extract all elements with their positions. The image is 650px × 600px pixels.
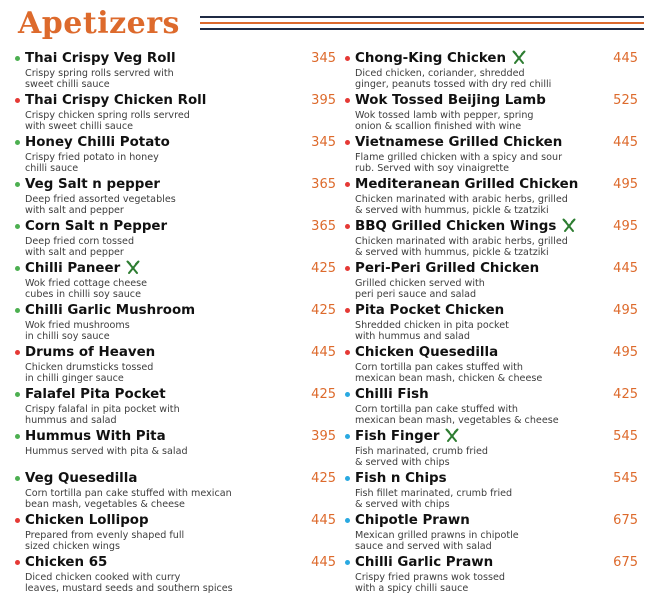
menu-item-header bbox=[344, 134, 638, 151]
menu-item-price: 495 bbox=[613, 345, 638, 360]
menu-item-header bbox=[14, 302, 336, 319]
menu-item-price: 445 bbox=[613, 135, 638, 150]
menu-item-description-line-2: leaves, mustard seeds and southern spices bbox=[25, 583, 233, 594]
non-veg-dot-icon bbox=[345, 182, 350, 187]
menu-item-name-text: Mediteranean Grilled Chicken bbox=[355, 177, 579, 192]
menu-item-description-line-1: Deep fried corn tossed bbox=[25, 236, 135, 247]
menu-item bbox=[344, 512, 638, 554]
menu-item-header bbox=[344, 470, 638, 487]
seafood-dot-icon bbox=[345, 476, 350, 481]
menu-item-name-text: Chicken Quesedilla bbox=[355, 345, 499, 360]
menu-item-description-line-2: & served with hummus, pickle & tzatziki bbox=[355, 205, 549, 216]
menu-item-name-text: Pita Pocket Chicken bbox=[355, 303, 505, 318]
menu-item-name-text: Thai Crispy Veg Roll bbox=[25, 51, 176, 66]
menu-item-description-line-2: sauce and served with salad bbox=[355, 541, 492, 552]
menu-item-header bbox=[344, 50, 638, 67]
menu-item-description-line-1: Crispy spring rolls servred with bbox=[25, 68, 174, 79]
menu-item-price: 445 bbox=[613, 261, 638, 276]
menu-item-name-text: Chilli Paneer bbox=[25, 261, 121, 276]
menu-item-price: 425 bbox=[311, 471, 336, 486]
menu-item-header bbox=[344, 344, 638, 361]
seafood-dot-icon bbox=[345, 560, 350, 565]
menu-item-description-line-2: in chilli ginger sauce bbox=[25, 373, 124, 384]
menu-item-price: 425 bbox=[613, 387, 638, 402]
menu-item-header bbox=[344, 512, 638, 529]
menu-item-description-line-2: ginger, peanuts tossed with dry red chilli bbox=[355, 79, 552, 90]
menu-item-price: 445 bbox=[311, 345, 336, 360]
menu-item-name bbox=[355, 428, 460, 445]
menu-item-name-text: Veg Salt n pepper bbox=[25, 177, 161, 192]
menu-item-description-line-1: Shredded chicken in pita pocket bbox=[355, 320, 509, 331]
menu-item-header bbox=[344, 92, 638, 109]
menu-item-description-line-2: chilli sauce bbox=[25, 163, 79, 174]
non-veg-dot-icon bbox=[345, 98, 350, 103]
menu-item-header bbox=[344, 302, 638, 319]
menu-item-name-text: Chong-King Chicken bbox=[355, 51, 507, 66]
menu-item-description-line-1: Corn tortilla pan cakes stuffed with bbox=[355, 362, 523, 373]
menu-item-description-line-2: & served with hummus, pickle & tzatziki bbox=[355, 247, 549, 258]
menu-item-header bbox=[14, 512, 336, 529]
menu-item-header bbox=[14, 92, 336, 109]
header-rule-top bbox=[200, 16, 644, 18]
menu-item bbox=[344, 470, 638, 512]
menu-item-description-line-2: peri peri sauce and salad bbox=[355, 289, 477, 300]
menu-item-description-line-2: with salt and pepper bbox=[25, 247, 124, 258]
menu-item bbox=[14, 470, 336, 512]
non-veg-dot-icon bbox=[345, 350, 350, 355]
menu-item-name bbox=[25, 134, 170, 151]
veg-dot-icon bbox=[15, 392, 20, 397]
section-title: Apetizers bbox=[18, 6, 180, 41]
menu-item-price: 445 bbox=[311, 513, 336, 528]
menu-item-price: 495 bbox=[613, 219, 638, 234]
menu-item-name bbox=[355, 218, 577, 235]
menu-item-name-text: Chilli Garlic Prawn bbox=[355, 555, 494, 570]
menu-item-description-line-1: Diced chicken cooked with curry bbox=[25, 572, 181, 583]
menu-item-description-line-1: Mexican grilled prawns in chipotle bbox=[355, 530, 519, 541]
menu-item bbox=[344, 554, 638, 596]
non-veg-dot-icon bbox=[345, 56, 350, 61]
non-veg-dot-icon bbox=[15, 560, 20, 565]
menu-item bbox=[344, 260, 638, 302]
menu-item bbox=[344, 134, 638, 176]
menu-item-name-text: Fish Finger bbox=[355, 429, 440, 444]
menu-item-description-line-1: Chicken drumsticks tossed bbox=[25, 362, 154, 373]
menu-item-price: 545 bbox=[613, 429, 638, 444]
menu-item-name bbox=[355, 176, 578, 193]
menu-item-name-text: Chipotle Prawn bbox=[355, 513, 470, 528]
menu-item-header bbox=[344, 428, 638, 445]
menu-item-name-text: Veg Quesedilla bbox=[25, 471, 138, 486]
menu-header bbox=[0, 0, 650, 44]
menu-item-name-text: Chicken 65 bbox=[25, 555, 108, 570]
menu-item-header bbox=[14, 554, 336, 571]
veg-dot-icon bbox=[15, 434, 20, 439]
menu-item-header bbox=[14, 218, 336, 235]
veg-dot-icon bbox=[15, 224, 20, 229]
menu-item bbox=[14, 512, 336, 554]
header-rule-middle bbox=[200, 22, 644, 24]
menu-item-header bbox=[14, 344, 336, 361]
menu-item-name-text: BBQ Grilled Chicken Wings bbox=[355, 219, 557, 234]
menu-item-description-line-2: hummus and salad bbox=[25, 415, 117, 426]
menu-item-description-line-2: mexican bean mash, chicken & cheese bbox=[355, 373, 543, 384]
menu-item-name bbox=[355, 50, 527, 67]
menu-item-name bbox=[355, 134, 562, 151]
menu-item-name bbox=[355, 302, 504, 319]
menu-item bbox=[344, 176, 638, 218]
menu-item-price: 495 bbox=[613, 303, 638, 318]
menu-item-description-line-1: Wok tossed lamb with pepper, spring bbox=[355, 110, 534, 121]
menu-item-name-text: Vietnamese Grilled Chicken bbox=[355, 135, 563, 150]
menu-item-name-text: Chilli Fish bbox=[355, 387, 429, 402]
menu-item-description-line-2: with a spicy chilli sauce bbox=[355, 583, 469, 594]
non-veg-dot-icon bbox=[345, 140, 350, 145]
menu-item-description-line-1: Prepared from evenly shaped full bbox=[25, 530, 185, 541]
menu-item-header bbox=[14, 386, 336, 403]
menu-item-name-text: Peri-Peri Grilled Chicken bbox=[355, 261, 540, 276]
menu-item-name bbox=[25, 218, 167, 235]
menu-item-name bbox=[355, 386, 429, 403]
menu-item-description-line-2: bean mash, vegetables & cheese bbox=[25, 499, 185, 510]
menu-item-description-line-1: Corn tortilla pan cake stuffed with bbox=[355, 404, 518, 415]
veg-dot-icon bbox=[15, 308, 20, 313]
menu-item-name bbox=[355, 512, 470, 529]
menu-item-header bbox=[14, 134, 336, 151]
menu-item-description-line-1: Chicken marinated with arabic herbs, grilled bbox=[355, 194, 568, 205]
menu-item-price: 525 bbox=[613, 93, 638, 108]
menu-item-price: 445 bbox=[311, 555, 336, 570]
chef-special-icon bbox=[561, 218, 577, 234]
menu-item-description-line-1: Fish marinated, crumb fried bbox=[355, 446, 489, 457]
menu-item-price: 675 bbox=[613, 555, 638, 570]
non-veg-dot-icon bbox=[15, 518, 20, 523]
menu-item-description-line-1: Diced chicken, coriander, shredded bbox=[355, 68, 525, 79]
menu-item-description-line-2: rub. Served with soy vinaigrette bbox=[355, 163, 509, 174]
menu-item bbox=[14, 50, 336, 92]
menu-item bbox=[14, 260, 336, 302]
menu-item-description-line-1: Corn tortilla pan cake stuffed with mexican bbox=[25, 488, 232, 499]
menu-item-description-line-2: in chilli soy sauce bbox=[25, 331, 110, 342]
menu-item-name bbox=[25, 512, 149, 529]
menu-item bbox=[14, 386, 336, 428]
menu-item-description-line-1: Grilled chicken served with bbox=[355, 278, 485, 289]
menu-item bbox=[344, 92, 638, 134]
menu-item-description-line-2: onion & scallion finished with wine bbox=[355, 121, 522, 132]
veg-dot-icon bbox=[15, 56, 20, 61]
seafood-dot-icon bbox=[345, 392, 350, 397]
menu-item-description-line-1: Flame grilled chicken with a spicy and sour bbox=[355, 152, 563, 163]
menu-item-name-text: Drums of Heaven bbox=[25, 345, 156, 360]
menu-item-header bbox=[14, 260, 336, 277]
menu-item-header bbox=[344, 218, 638, 235]
menu-item-header bbox=[344, 176, 638, 193]
menu-item bbox=[14, 302, 336, 344]
menu-item-name bbox=[355, 554, 493, 571]
menu-item-name bbox=[25, 260, 141, 277]
menu-item-name-text: Honey Chilli Potato bbox=[25, 135, 170, 150]
menu-item-name bbox=[355, 92, 546, 109]
menu-item-description-line-1: Crispy falafal in pita pocket with bbox=[25, 404, 180, 415]
menu-item-name-text: Hummus With Pita bbox=[25, 429, 166, 444]
menu-item-header bbox=[14, 428, 336, 445]
menu-item-description-line-2: & served with chips bbox=[355, 457, 450, 468]
menu-item-price: 425 bbox=[311, 261, 336, 276]
menu-item bbox=[14, 134, 336, 176]
non-veg-dot-icon bbox=[15, 350, 20, 355]
menu-item-name bbox=[25, 302, 195, 319]
non-veg-dot-icon bbox=[345, 266, 350, 271]
menu-item-description-line-1: Deep fried assorted vegetables bbox=[25, 194, 176, 205]
menu-item-header bbox=[344, 554, 638, 571]
right-menu-column bbox=[344, 50, 638, 596]
menu-item-name bbox=[25, 176, 160, 193]
menu-item-price: 365 bbox=[311, 177, 336, 192]
chef-special-icon bbox=[125, 260, 141, 276]
menu-item-description-line-2: with sweet chilli sauce bbox=[25, 121, 134, 132]
menu-item-description-line-1: Chicken marinated with arabic herbs, grilled bbox=[355, 236, 568, 247]
menu-item bbox=[344, 50, 638, 92]
veg-dot-icon bbox=[15, 182, 20, 187]
menu-item-name bbox=[25, 344, 155, 361]
menu-item-description-line-1: Crispy fried potato in honey bbox=[25, 152, 159, 163]
left-menu-column bbox=[14, 50, 336, 596]
menu-item-header bbox=[344, 260, 638, 277]
menu-item-name bbox=[25, 92, 206, 109]
menu-item-price: 345 bbox=[311, 135, 336, 150]
menu-item-price: 495 bbox=[613, 177, 638, 192]
menu-item-price: 395 bbox=[311, 429, 336, 444]
menu-item bbox=[14, 92, 336, 134]
menu-item-header bbox=[14, 176, 336, 193]
menu-item-name-text: Falafel Pita Pocket bbox=[25, 387, 166, 402]
menu-item-description-line-2: cubes in chilli soy sauce bbox=[25, 289, 141, 300]
menu-item bbox=[344, 302, 638, 344]
menu-item bbox=[14, 428, 336, 470]
menu-item-name-text: Corn Salt n Pepper bbox=[25, 219, 168, 234]
menu-item-price: 445 bbox=[613, 51, 638, 66]
chef-special-icon bbox=[511, 50, 527, 66]
menu-item bbox=[344, 428, 638, 470]
menu-item-name bbox=[25, 50, 176, 67]
menu-item-description-line-2: sized chicken wings bbox=[25, 541, 120, 552]
seafood-dot-icon bbox=[345, 518, 350, 523]
menu-item-name bbox=[355, 260, 539, 277]
non-veg-dot-icon bbox=[345, 308, 350, 313]
menu-item-description-line-1: Wok fried mushrooms bbox=[25, 320, 130, 331]
menu-item-name bbox=[355, 344, 498, 361]
menu-item-name bbox=[25, 554, 107, 571]
menu-item bbox=[344, 344, 638, 386]
menu-item-description-line-1: Crispy fried prawns wok tossed bbox=[355, 572, 505, 583]
menu-item-price: 545 bbox=[613, 471, 638, 486]
menu-item-description-line-2: with hummus and salad bbox=[355, 331, 470, 342]
menu-item bbox=[14, 218, 336, 260]
menu-item bbox=[344, 386, 638, 428]
menu-item-header bbox=[14, 50, 336, 67]
menu-item-name-text: Thai Crispy Chicken Roll bbox=[25, 93, 207, 108]
menu-item-name bbox=[355, 470, 447, 487]
menu-item-price: 365 bbox=[311, 219, 336, 234]
menu-item-name bbox=[25, 386, 166, 403]
menu-item-name-text: Wok Tossed Beijing Lamb bbox=[355, 93, 546, 108]
menu-item bbox=[14, 554, 336, 596]
menu-item-header bbox=[14, 470, 336, 487]
menu-item-name bbox=[25, 428, 166, 445]
menu-item bbox=[14, 176, 336, 218]
menu-item-name-text: Chicken Lollipop bbox=[25, 513, 149, 528]
menu-item bbox=[344, 218, 638, 260]
menu-item-price: 395 bbox=[311, 93, 336, 108]
menu-item-price: 345 bbox=[311, 51, 336, 66]
veg-dot-icon bbox=[15, 266, 20, 271]
chef-special-icon bbox=[444, 428, 460, 444]
menu-item-description-line-1: Hummus served with pita & salad bbox=[25, 446, 188, 457]
veg-dot-icon bbox=[15, 140, 20, 145]
menu-item-description-line-2: sweet chilli sauce bbox=[25, 79, 110, 90]
menu-item bbox=[14, 344, 336, 386]
non-veg-dot-icon bbox=[345, 224, 350, 229]
menu-item-description-line-1: Fish fillet marinated, crumb fried bbox=[355, 488, 513, 499]
menu-item-name-text: Chilli Garlic Mushroom bbox=[25, 303, 196, 318]
header-rule-bottom bbox=[200, 28, 644, 30]
menu-item-price: 675 bbox=[613, 513, 638, 528]
menu-item-price: 425 bbox=[311, 303, 336, 318]
menu-item-price: 425 bbox=[311, 387, 336, 402]
menu-item-header bbox=[344, 386, 638, 403]
menu-item-name bbox=[25, 470, 137, 487]
menu-item-description-line-1: Crispy chicken spring rolls servred bbox=[25, 110, 190, 121]
seafood-dot-icon bbox=[345, 434, 350, 439]
non-veg-dot-icon bbox=[15, 98, 20, 103]
veg-dot-icon bbox=[15, 476, 20, 481]
menu-item-description-line-2: mexican bean mash, vegetables & cheese bbox=[355, 415, 559, 426]
menu-item-description-line-1: Wok fried cottage cheese bbox=[25, 278, 148, 289]
menu-item-description-line-2: & served with chips bbox=[355, 499, 450, 510]
menu-item-name-text: Fish n Chips bbox=[355, 471, 447, 486]
menu-item-description-line-2: with salt and pepper bbox=[25, 205, 124, 216]
